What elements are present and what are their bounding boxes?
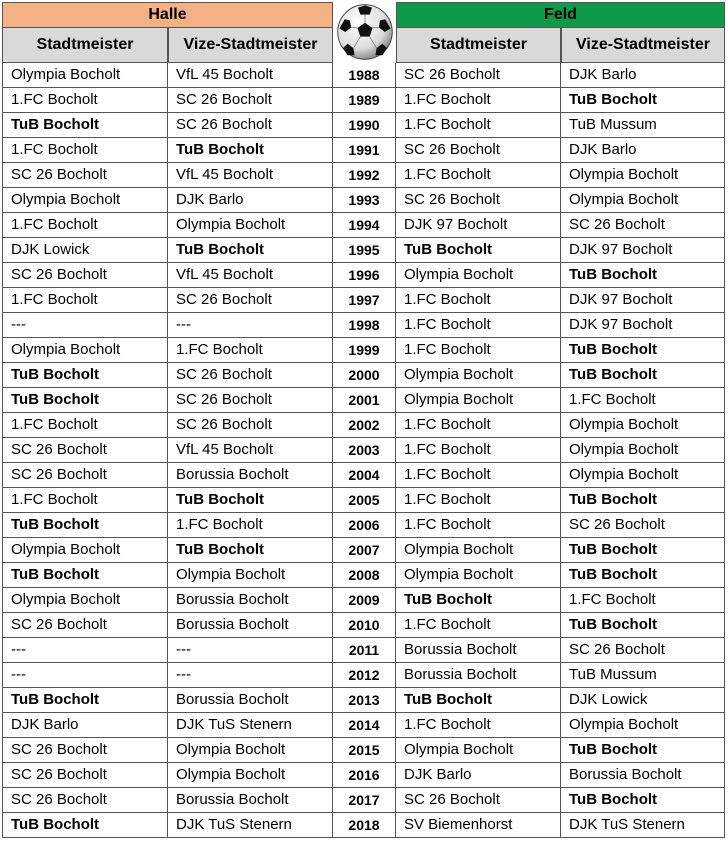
halle-vize-cell: 1.FC Bocholt (168, 338, 333, 363)
feld-stadtmeister-cell: 1.FC Bocholt (396, 438, 561, 463)
feld-vize-cell: TuB Bocholt (561, 363, 725, 388)
halle-vize-cell: Borussia Bocholt (168, 613, 333, 638)
feld-vize-cell: TuB Bocholt (561, 563, 725, 588)
halle-stadtmeister-cell: TuB Bocholt (2, 513, 168, 538)
feld-stadtmeister-cell: 1.FC Bocholt (396, 313, 561, 338)
halle-vize-cell: VfL 45 Bocholt (168, 438, 333, 463)
table-row (2, 513, 725, 538)
table-row (2, 538, 725, 563)
feld-vize-cell: SC 26 Bocholt (561, 513, 725, 538)
feld-stadtmeister-cell: DJK Barlo (396, 763, 561, 788)
feld-stadtmeister-cell: Olympia Bocholt (396, 363, 561, 388)
year-cell: 1998 (333, 313, 396, 338)
halle-stadtmeister-cell: DJK Barlo (2, 713, 168, 738)
feld-vize-cell: TuB Bocholt (561, 738, 725, 763)
halle-vize-cell: SC 26 Bocholt (168, 113, 333, 138)
halle-stadtmeister-cell: 1.FC Bocholt (2, 413, 168, 438)
feld-stadtmeister-cell: 1.FC Bocholt (396, 163, 561, 188)
feld-stadtmeister-cell: Olympia Bocholt (396, 563, 561, 588)
halle-vize-cell: DJK TuS Stenern (168, 713, 333, 738)
feld-stadtmeister-cell: Olympia Bocholt (396, 538, 561, 563)
year-cell: 1994 (333, 213, 396, 238)
year-cell: 2004 (333, 463, 396, 488)
feld-stadtmeister-cell: SV Biemenhorst (396, 813, 561, 838)
table-row (2, 638, 725, 663)
feld-vize-cell: Olympia Bocholt (561, 188, 725, 213)
halle-stadtmeister-cell: TuB Bocholt (2, 363, 168, 388)
table-row (2, 88, 725, 113)
year-cell: 1989 (333, 88, 396, 113)
year-cell: 2000 (333, 363, 396, 388)
year-cell: 2010 (333, 613, 396, 638)
year-cell: 2003 (333, 438, 396, 463)
feld-vize-cell: DJK 97 Bocholt (561, 313, 725, 338)
feld-stadtmeister-cell: 1.FC Bocholt (396, 463, 561, 488)
feld-stadtmeister-cell: 1.FC Bocholt (396, 113, 561, 138)
feld-vize-cell: TuB Bocholt (561, 613, 725, 638)
feld-stadtmeister-cell: Olympia Bocholt (396, 388, 561, 413)
halle-vize-cell: SC 26 Bocholt (168, 88, 333, 113)
table-row (2, 788, 725, 813)
feld-vize-cell: TuB Bocholt (561, 488, 725, 513)
halle-vize-cell: --- (168, 638, 333, 663)
year-cell: 1993 (333, 188, 396, 213)
year-cell: 2016 (333, 763, 396, 788)
feld-vize-cell: TuB Bocholt (561, 788, 725, 813)
feld-header: Feld (396, 2, 725, 28)
halle-vize-cell: VfL 45 Bocholt (168, 63, 333, 88)
table-row (2, 738, 725, 763)
feld-stadtmeister-cell: Olympia Bocholt (396, 738, 561, 763)
feld-vize-cell: DJK Barlo (561, 63, 725, 88)
feld-stadtmeister-cell: 1.FC Bocholt (396, 413, 561, 438)
table-body (2, 63, 725, 838)
year-cell: 1999 (333, 338, 396, 363)
halle-stadtmeister-cell: TuB Bocholt (2, 813, 168, 838)
table-row (2, 163, 725, 188)
table-row (2, 113, 725, 138)
table-row (2, 413, 725, 438)
halle-stadtmeister-cell: TuB Bocholt (2, 563, 168, 588)
feld-stadtmeister-cell: TuB Bocholt (396, 688, 561, 713)
feld-stadtmeister-cell: 1.FC Bocholt (396, 488, 561, 513)
halle-vize-header: Vize-Stadtmeister (168, 28, 333, 63)
feld-vize-cell: 1.FC Bocholt (561, 388, 725, 413)
feld-stadtmeister-cell: Olympia Bocholt (396, 263, 561, 288)
table-row (2, 313, 725, 338)
halle-stadtmeister-cell: Olympia Bocholt (2, 338, 168, 363)
year-cell: 2015 (333, 738, 396, 763)
halle-stadtmeister-cell: --- (2, 663, 168, 688)
table-row (2, 763, 725, 788)
halle-vize-cell: Olympia Bocholt (168, 563, 333, 588)
halle-stadtmeister-cell: SC 26 Bocholt (2, 438, 168, 463)
feld-stadtmeister-cell: 1.FC Bocholt (396, 713, 561, 738)
feld-stadtmeister-cell: SC 26 Bocholt (396, 63, 561, 88)
table-row (2, 688, 725, 713)
feld-vize-cell: DJK Lowick (561, 688, 725, 713)
halle-stadtmeister-cell: Olympia Bocholt (2, 63, 168, 88)
feld-vize-cell: Olympia Bocholt (561, 163, 725, 188)
halle-stadtmeister-cell: SC 26 Bocholt (2, 163, 168, 188)
table-row (2, 63, 725, 88)
table-row (2, 213, 725, 238)
halle-vize-cell: Borussia Bocholt (168, 463, 333, 488)
table-row (2, 388, 725, 413)
feld-vize-cell: DJK Barlo (561, 138, 725, 163)
halle-stadtmeister-cell: SC 26 Bocholt (2, 613, 168, 638)
table-row (2, 663, 725, 688)
halle-stadtmeister-cell: SC 26 Bocholt (2, 263, 168, 288)
feld-stadtmeister-cell: TuB Bocholt (396, 238, 561, 263)
table-row (2, 363, 725, 388)
halle-vize-cell: SC 26 Bocholt (168, 363, 333, 388)
feld-stadtmeister-cell: 1.FC Bocholt (396, 613, 561, 638)
feld-stadtmeister-cell: 1.FC Bocholt (396, 338, 561, 363)
year-cell: 2013 (333, 688, 396, 713)
halle-stadtmeister-cell: 1.FC Bocholt (2, 88, 168, 113)
feld-vize-cell: Olympia Bocholt (561, 413, 725, 438)
halle-vize-cell: Olympia Bocholt (168, 738, 333, 763)
feld-vize-cell: Borussia Bocholt (561, 763, 725, 788)
feld-vize-cell: SC 26 Bocholt (561, 638, 725, 663)
table-row (2, 338, 725, 363)
halle-stadtmeister-cell: 1.FC Bocholt (2, 288, 168, 313)
feld-vize-cell: TuB Bocholt (561, 538, 725, 563)
soccer-ball-icon (336, 3, 394, 61)
table-row (2, 188, 725, 213)
halle-vize-cell: TuB Bocholt (168, 538, 333, 563)
year-cell: 2006 (333, 513, 396, 538)
halle-vize-cell: Borussia Bocholt (168, 588, 333, 613)
year-cell: 2011 (333, 638, 396, 663)
feld-stadtmeister-cell: Borussia Bocholt (396, 663, 561, 688)
table-row (2, 563, 725, 588)
table-row (2, 488, 725, 513)
table-row (2, 238, 725, 263)
table-row (2, 288, 725, 313)
feld-vize-cell: TuB Bocholt (561, 263, 725, 288)
feld-stadtmeister-cell: 1.FC Bocholt (396, 513, 561, 538)
feld-vize-cell: TuB Bocholt (561, 338, 725, 363)
feld-stadtmeister-cell: Borussia Bocholt (396, 638, 561, 663)
year-cell: 2014 (333, 713, 396, 738)
halle-vize-cell: VfL 45 Bocholt (168, 163, 333, 188)
year-cell: 1992 (333, 163, 396, 188)
halle-vize-cell: Olympia Bocholt (168, 213, 333, 238)
feld-vize-cell: Olympia Bocholt (561, 713, 725, 738)
halle-vize-cell: Borussia Bocholt (168, 688, 333, 713)
halle-stadtmeister-cell: SC 26 Bocholt (2, 788, 168, 813)
feld-vize-cell: DJK 97 Bocholt (561, 238, 725, 263)
feld-stadtmeister-cell: 1.FC Bocholt (396, 88, 561, 113)
feld-vize-cell: TuB Bocholt (561, 88, 725, 113)
halle-stadtmeister-cell: TuB Bocholt (2, 113, 168, 138)
halle-stadtmeister-cell: TuB Bocholt (2, 688, 168, 713)
championship-table (2, 2, 725, 838)
feld-vize-cell: TuB Mussum (561, 663, 725, 688)
halle-vize-cell: SC 26 Bocholt (168, 288, 333, 313)
year-cell: 2007 (333, 538, 396, 563)
halle-vize-cell: SC 26 Bocholt (168, 388, 333, 413)
feld-stadtmeister-cell: TuB Bocholt (396, 588, 561, 613)
halle-stadtmeister-cell: SC 26 Bocholt (2, 763, 168, 788)
halle-vize-cell: 1.FC Bocholt (168, 513, 333, 538)
feld-stadtmeister-cell: DJK 97 Bocholt (396, 213, 561, 238)
halle-stadtmeister-cell: Olympia Bocholt (2, 188, 168, 213)
feld-vize-cell: TuB Mussum (561, 113, 725, 138)
halle-vize-cell: DJK TuS Stenern (168, 813, 333, 838)
year-cell: 1996 (333, 263, 396, 288)
halle-stadtmeister-cell: 1.FC Bocholt (2, 488, 168, 513)
year-cell: 1988 (333, 63, 396, 88)
halle-vize-cell: Borussia Bocholt (168, 788, 333, 813)
year-cell: 2017 (333, 788, 396, 813)
year-cell: 2005 (333, 488, 396, 513)
table-row (2, 713, 725, 738)
halle-stadtmeister-cell: 1.FC Bocholt (2, 213, 168, 238)
halle-header: Halle (2, 2, 333, 28)
year-cell: 2012 (333, 663, 396, 688)
feld-stadtmeister-cell: SC 26 Bocholt (396, 188, 561, 213)
halle-stadtmeister-cell: --- (2, 313, 168, 338)
halle-vize-cell: TuB Bocholt (168, 238, 333, 263)
feld-vize-cell: SC 26 Bocholt (561, 213, 725, 238)
halle-stadtmeister-cell: SC 26 Bocholt (2, 738, 168, 763)
table-row (2, 438, 725, 463)
halle-stadtmeister-cell: TuB Bocholt (2, 388, 168, 413)
halle-stadtmeister-cell: DJK Lowick (2, 238, 168, 263)
year-cell: 2008 (333, 563, 396, 588)
feld-vize-cell: 1.FC Bocholt (561, 588, 725, 613)
table-row (2, 613, 725, 638)
year-cell: 2009 (333, 588, 396, 613)
halle-vize-cell: --- (168, 663, 333, 688)
year-cell: 1995 (333, 238, 396, 263)
halle-stadtmeister-cell: Olympia Bocholt (2, 588, 168, 613)
table-row (2, 263, 725, 288)
table-row (2, 813, 725, 838)
halle-stadtmeister-header: Stadtmeister (2, 28, 168, 63)
halle-vize-cell: VfL 45 Bocholt (168, 263, 333, 288)
feld-stadtmeister-header: Stadtmeister (396, 28, 561, 63)
year-cell: 2001 (333, 388, 396, 413)
feld-stadtmeister-cell: SC 26 Bocholt (396, 138, 561, 163)
halle-stadtmeister-cell: SC 26 Bocholt (2, 463, 168, 488)
halle-stadtmeister-cell: --- (2, 638, 168, 663)
feld-vize-cell: Olympia Bocholt (561, 463, 725, 488)
feld-vize-header: Vize-Stadtmeister (561, 28, 725, 63)
year-cell: 1990 (333, 113, 396, 138)
feld-vize-cell: Olympia Bocholt (561, 438, 725, 463)
year-cell: 1997 (333, 288, 396, 313)
year-cell: 2002 (333, 413, 396, 438)
year-cell: 1991 (333, 138, 396, 163)
halle-vize-cell: DJK Barlo (168, 188, 333, 213)
halle-stadtmeister-cell: 1.FC Bocholt (2, 138, 168, 163)
table-row (2, 463, 725, 488)
halle-vize-cell: TuB Bocholt (168, 488, 333, 513)
feld-stadtmeister-cell: SC 26 Bocholt (396, 788, 561, 813)
halle-vize-cell: TuB Bocholt (168, 138, 333, 163)
halle-vize-cell: --- (168, 313, 333, 338)
table-row (2, 138, 725, 163)
table-row (2, 588, 725, 613)
halle-stadtmeister-cell: Olympia Bocholt (2, 538, 168, 563)
halle-vize-cell: SC 26 Bocholt (168, 413, 333, 438)
feld-stadtmeister-cell: 1.FC Bocholt (396, 288, 561, 313)
halle-vize-cell: Olympia Bocholt (168, 763, 333, 788)
feld-vize-cell: DJK 97 Bocholt (561, 288, 725, 313)
year-cell: 2018 (333, 813, 396, 838)
feld-vize-cell: DJK TuS Stenern (561, 813, 725, 838)
